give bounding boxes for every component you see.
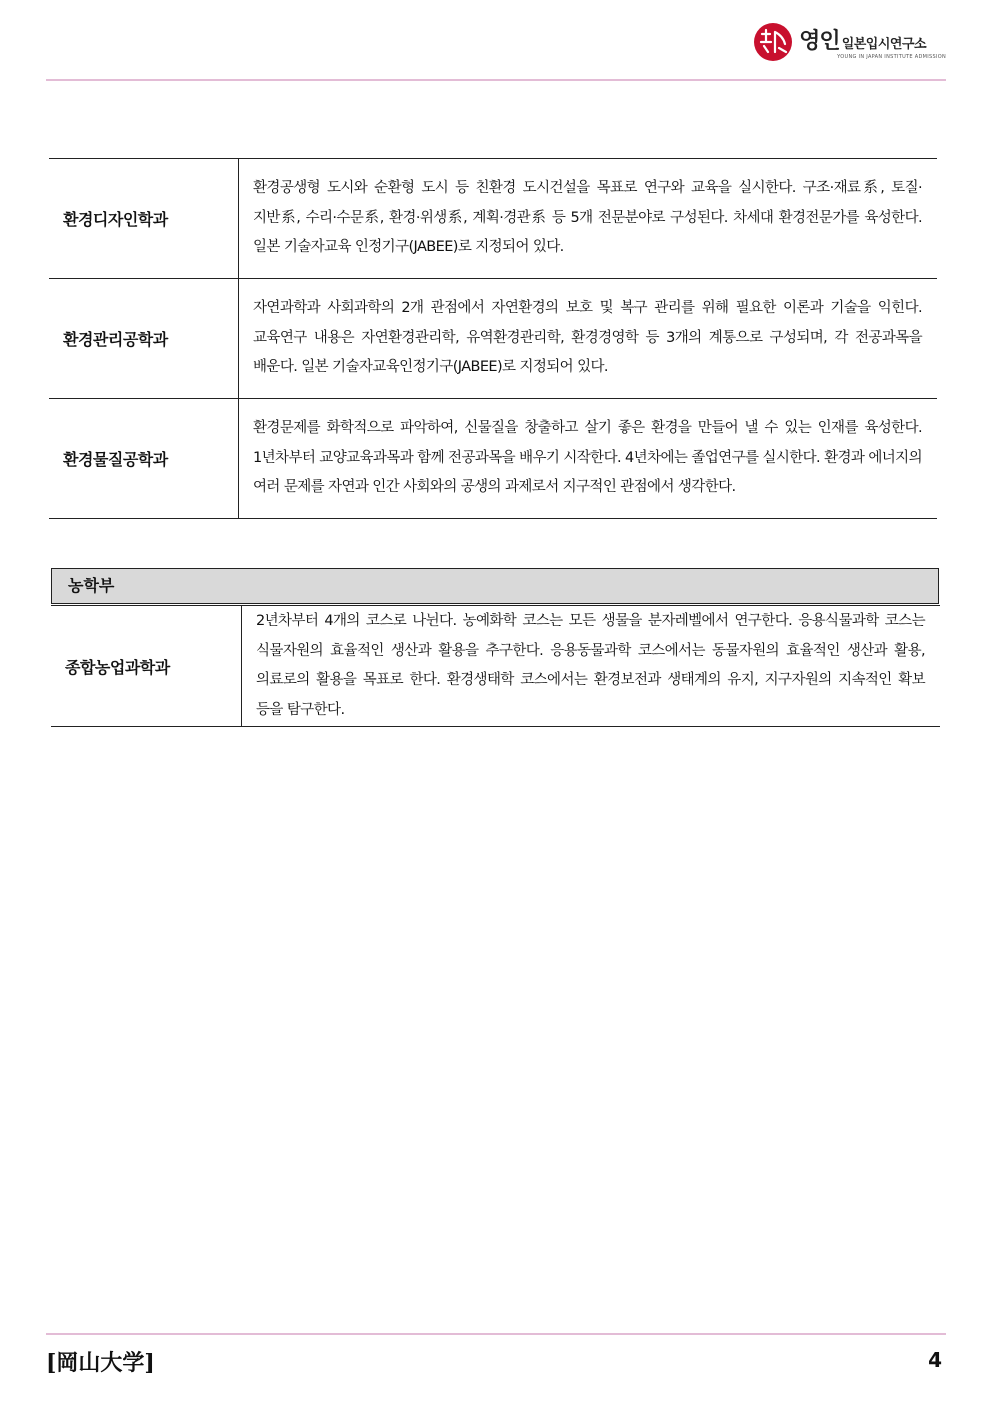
department-table-environment — [49, 158, 937, 519]
table-row — [51, 606, 940, 727]
page-number: 4 — [928, 1348, 942, 1372]
logo-name-text: 일본입시연구소 — [841, 37, 927, 52]
brand-logo — [753, 20, 946, 64]
department-name: 환경디자인학과 — [49, 159, 239, 279]
header-divider — [46, 79, 946, 81]
table-row — [49, 279, 937, 399]
footer-divider — [46, 1333, 946, 1335]
department-description: 2년차부터 4개의 코스로 나뉜다. 농예화학 코스는 모든 생물을 분자레벨에서 연구한다. 응용식물과학 코스는 식물자원의 효율적인 생산과 활용을 추구한다. 응용동물과학 코스에서는 동물자원의 효율적인 생산과 활용, 의료로의 활용을 목표로 한다. 환경생태학 코스에서는 환경보전과 생태계의 유지, 지구자원의 지속적인 확보 등을 탐구한다. — [242, 606, 941, 727]
logo-emblem-icon — [753, 22, 793, 62]
table-row — [49, 159, 937, 279]
logo-subtitle: YOUNG IN JAPAN INSTITUTE ADMISSION — [837, 54, 946, 60]
footer-university-name: [岡山大学] — [46, 1350, 155, 1376]
department-name: 환경관리공학과 — [49, 279, 239, 399]
department-name: 환경물질공학과 — [49, 399, 239, 519]
department-table-agriculture — [51, 605, 940, 727]
logo-brand-text: 영인 — [799, 29, 840, 54]
department-description: 환경공생형 도시와 순환형 도시 등 친환경 도시건설을 목표로 연구와 교육을 실시한다. 구조·재료系, 토질·지반系, 수리·수문系, 환경·위생系, 계획·경관系 등 5개 전문분야로 구성된다. 차세대 환경전문가를 육성한다. 일본 기술자교육 인정기구(JABEE)로 지정되어 있다. — [239, 159, 938, 279]
table-row — [49, 399, 937, 519]
department-name: 종합농업과학과 — [51, 606, 242, 727]
department-description: 자연과학과 사회과학의 2개 관점에서 자연환경의 보호 및 복구 관리를 위해 필요한 이론과 기술을 익힌다. 교육연구 내용은 자연환경관리학, 유역환경관리학, 환경경영학 등 3개의 계통으로 구성되며, 각 전공과목을 배운다. 일본 기술자교육인정기구(JABEE)로 지정되어 있다. — [239, 279, 938, 399]
faculty-heading: 농학부 — [51, 568, 939, 604]
department-description: 환경문제를 화학적으로 파악하여, 신물질을 창출하고 살기 좋은 환경을 만들어 낼 수 있는 인재를 육성한다. 1년차부터 교양교육과목과 함께 전공과목을 배우기 시작한다. 4년차에는 졸업연구를 실시한다. 환경과 에너지의 여러 문제를 자연과 인간 사회와의 공생의 과제로서 지구적인 관점에서 생각한다. — [239, 399, 938, 519]
